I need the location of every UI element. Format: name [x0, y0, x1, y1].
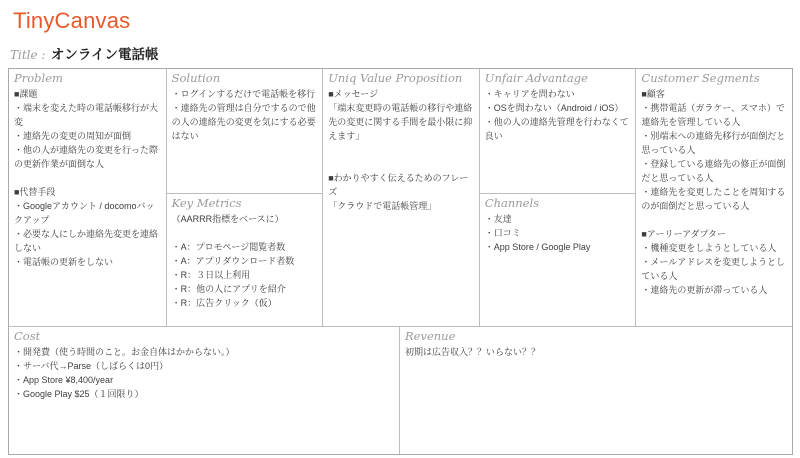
unfair-advantage-lines	[485, 87, 630, 143]
problem-column	[9, 69, 166, 326]
unfair-advantage-cell	[480, 69, 636, 193]
unfair-advantage-header: Unfair Advantage	[484, 71, 588, 85]
customer-segments-lines	[641, 87, 786, 297]
solution-header: Solution	[171, 71, 221, 85]
channels-lines	[485, 212, 630, 254]
solution-lines	[172, 87, 317, 143]
channels-cell	[480, 194, 636, 326]
cost-header: Cost	[14, 329, 41, 343]
cost-column	[9, 327, 399, 454]
key-metrics-header: Key Metrics	[171, 196, 242, 210]
cost-lines	[14, 345, 393, 401]
problem-lines	[14, 87, 160, 269]
text-line: ・R：他の人にアプリを紹介	[171, 284, 286, 294]
solution-subcell	[167, 69, 323, 193]
text-line: ・ログインするだけで電話帳を移行	[171, 89, 316, 99]
text-line: ■代替手段	[14, 187, 56, 197]
text-line: ■メッセージ	[328, 89, 379, 99]
text-line: ・口コミ	[484, 228, 521, 238]
revenue-lines	[405, 345, 786, 359]
text-line: ・連絡先の管理は自分でするので他の人の連絡先の変更を気にする必要はない	[171, 103, 316, 141]
uvp-header: Uniq Value Proposition	[328, 71, 463, 85]
uvp-column	[322, 69, 479, 326]
canvas-top-row	[9, 69, 792, 326]
channels-header: Channels	[484, 196, 540, 210]
text-line: ・R：３日以上利用	[171, 270, 251, 280]
uvp-cell	[323, 69, 479, 326]
app-logo: TinyCanvas	[13, 8, 131, 33]
text-line	[328, 157, 473, 171]
text-line: ■わかりやすく伝えるためのフレーズ	[328, 173, 469, 197]
text-line: ・App Store / Google Play	[484, 242, 591, 252]
canvas-title-row	[10, 43, 800, 64]
text-line: 「端末変更時の電話帳の移行や連絡先の変更に関する手間を最小限に抑えます」	[328, 103, 473, 141]
text-line: ・連絡先を変更したことを周知するのが面倒だと思っている人	[641, 187, 786, 211]
text-line: ・Google Play $25（１回限り）	[14, 389, 144, 399]
text-line: ■顧客	[641, 89, 665, 99]
solution-column	[166, 69, 323, 326]
problem-header: Problem	[14, 71, 63, 85]
title-label: Title :	[10, 48, 46, 62]
text-line: ・他の人が連絡先の変更を行った際の更新作業が面倒な人	[14, 145, 159, 169]
text-line: ・キャリアを問わない	[484, 89, 575, 99]
text-line: ・携帯電話（ガラケー、スマホ）で連絡先を管理している人	[641, 103, 785, 127]
text-line: ・開発費（使う時間のこと。お金自体はかからない。）	[14, 347, 235, 357]
text-line: ・機種変更をしようとしている人	[641, 243, 777, 253]
cost-cell	[9, 327, 399, 454]
key-metrics-lines	[172, 212, 317, 310]
text-line: ■アーリーアダプター	[641, 229, 726, 239]
text-line: ・A：プロモページ閲覧者数	[171, 242, 286, 252]
unfair-advantage-column	[479, 69, 636, 326]
text-line: ・別端末への連絡先移行が面倒だと思っている人	[641, 131, 786, 155]
solution-cell	[167, 69, 323, 193]
text-line: ・App Store ¥8,400/year	[14, 375, 114, 385]
revenue-column	[399, 327, 792, 454]
text-line: ・連絡先の更新が滞っている人	[641, 285, 768, 295]
unfair-advantage-subcell	[480, 69, 636, 193]
text-line	[172, 226, 317, 240]
problem-cell	[9, 69, 166, 326]
text-line	[328, 143, 473, 157]
uvp-lines	[328, 87, 473, 213]
text-line	[14, 171, 160, 185]
text-line: ・登録している連絡先の修正が面倒だと思っている人	[641, 159, 786, 183]
text-line: ・Googleアカウント / docomoバックアップ	[14, 201, 155, 225]
text-line: ・連絡先の変更の周知が面倒	[14, 131, 132, 141]
text-line: ・メールアドレスを変更しようとしている人	[641, 257, 785, 281]
text-line: ・他の人の連絡先管理を行わなくて良い	[484, 117, 629, 141]
canvas-grid	[8, 68, 793, 455]
customer-segments-cell	[636, 69, 792, 326]
revenue-cell	[400, 327, 792, 454]
text-line: ・端末を変えた時の電話帳移行が大変	[14, 103, 159, 127]
revenue-header: Revenue	[405, 329, 456, 343]
text-line: ■課題	[14, 89, 38, 99]
key-metrics-subcell	[167, 193, 323, 326]
text-line: 「クラウドで電話帳管理」	[328, 201, 437, 211]
text-line: ・友達	[484, 214, 512, 224]
text-line: ・A：アプリダウンロード者数	[171, 256, 295, 266]
title-value: オンライン電話帳	[50, 47, 159, 62]
text-line: ・電話帳の更新をしない	[14, 257, 114, 267]
key-metrics-cell	[167, 194, 323, 326]
canvas-bottom-row	[9, 326, 792, 454]
text-line: 初期は広告収入？？いらない？？	[405, 347, 541, 357]
customer-segments-header: Customer Segments	[641, 71, 760, 85]
channels-subcell	[480, 193, 636, 326]
text-line: （AARRR指標をベースに）	[171, 214, 284, 224]
text-line: ・R：広告クリック（仮）	[171, 298, 277, 308]
text-line: ・サーバ代→Parse（しばらくは0円）	[14, 361, 169, 371]
text-line: ・必要な人にしか連絡先変更を連絡しない	[14, 229, 159, 253]
text-line	[641, 213, 786, 227]
customer-segments-column	[635, 69, 792, 326]
text-line: ・OSを問わない（Android / iOS）	[484, 103, 624, 113]
